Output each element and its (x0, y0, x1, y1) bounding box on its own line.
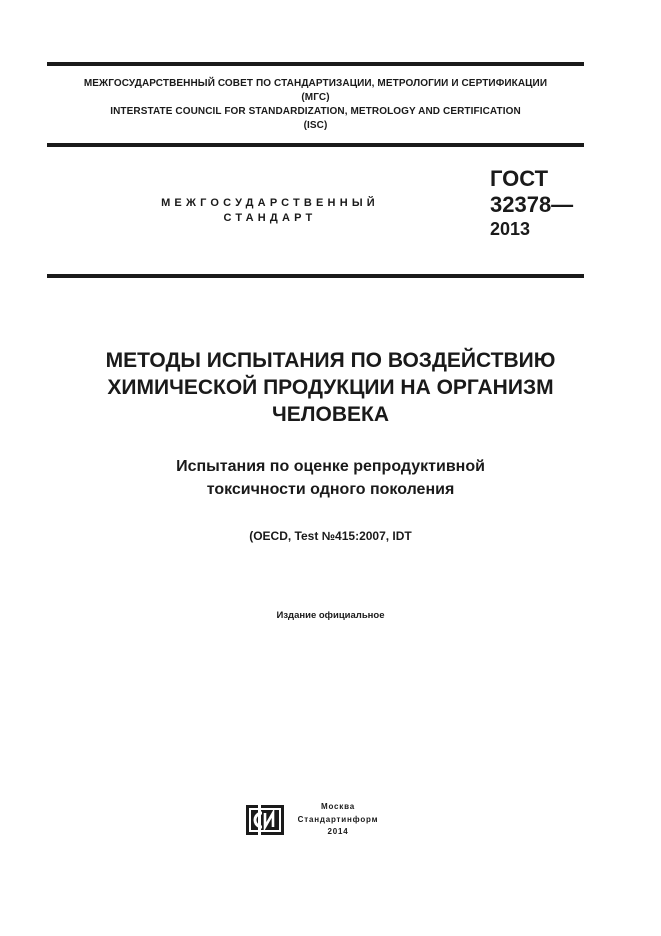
title-line3: ЧЕЛОВЕКА (272, 403, 389, 426)
designation-prefix: ГОСТ (490, 166, 549, 191)
middle-rule (47, 143, 584, 147)
subtitle-line2: токсичности одного поколения (206, 481, 455, 498)
council-abbr-ru: (МГС) (301, 92, 330, 103)
council-name-ru: МЕЖГОСУДАРСТВЕННЫЙ СОВЕТ ПО СТАНДАРТИЗАЦИИ, МЕТРОЛОГИИ И СЕРТИФИКАЦИИ (83, 78, 548, 89)
council-abbr-en: (ISC) (303, 120, 328, 131)
title-line2: ХИМИЧЕСКОЙ ПРОДУКЦИИ НА ОРГАНИЗМ (107, 376, 554, 399)
designation-number: 32378— (490, 192, 574, 217)
bottom-rule (47, 274, 584, 278)
edition-note: Издание официальное (276, 610, 385, 621)
standard-type (120, 196, 420, 226)
publisher-city: Москва (321, 802, 355, 811)
subtitle-line1: Испытания по оценке репродуктивной (176, 458, 485, 475)
title-line1: МЕТОДЫ ИСПЫТАНИЯ ПО ВОЗДЕЙСТВИЮ (105, 349, 556, 372)
council-name-en: INTERSTATE COUNCIL FOR STANDARDIZATION, METROLOGY AND CERTIFICATION (110, 106, 521, 117)
standard-type-line2: СТАНДАРТ (223, 212, 317, 224)
standartinform-logo-icon (246, 804, 284, 836)
oecd-reference: (OECD, Test №415:2007, IDT (249, 529, 412, 543)
standard-designation (490, 166, 573, 240)
publisher-block (290, 801, 386, 839)
designation-year: 2013 (490, 219, 531, 239)
top-rule (47, 62, 584, 66)
standard-type-line1: МЕЖГОСУДАРСТВЕННЫЙ (161, 197, 379, 209)
document-title (40, 347, 621, 428)
publisher-year: 2014 (327, 827, 349, 836)
document-subtitle (40, 455, 621, 501)
publisher-name: Стандартинформ (297, 814, 379, 824)
council-header (47, 77, 584, 133)
